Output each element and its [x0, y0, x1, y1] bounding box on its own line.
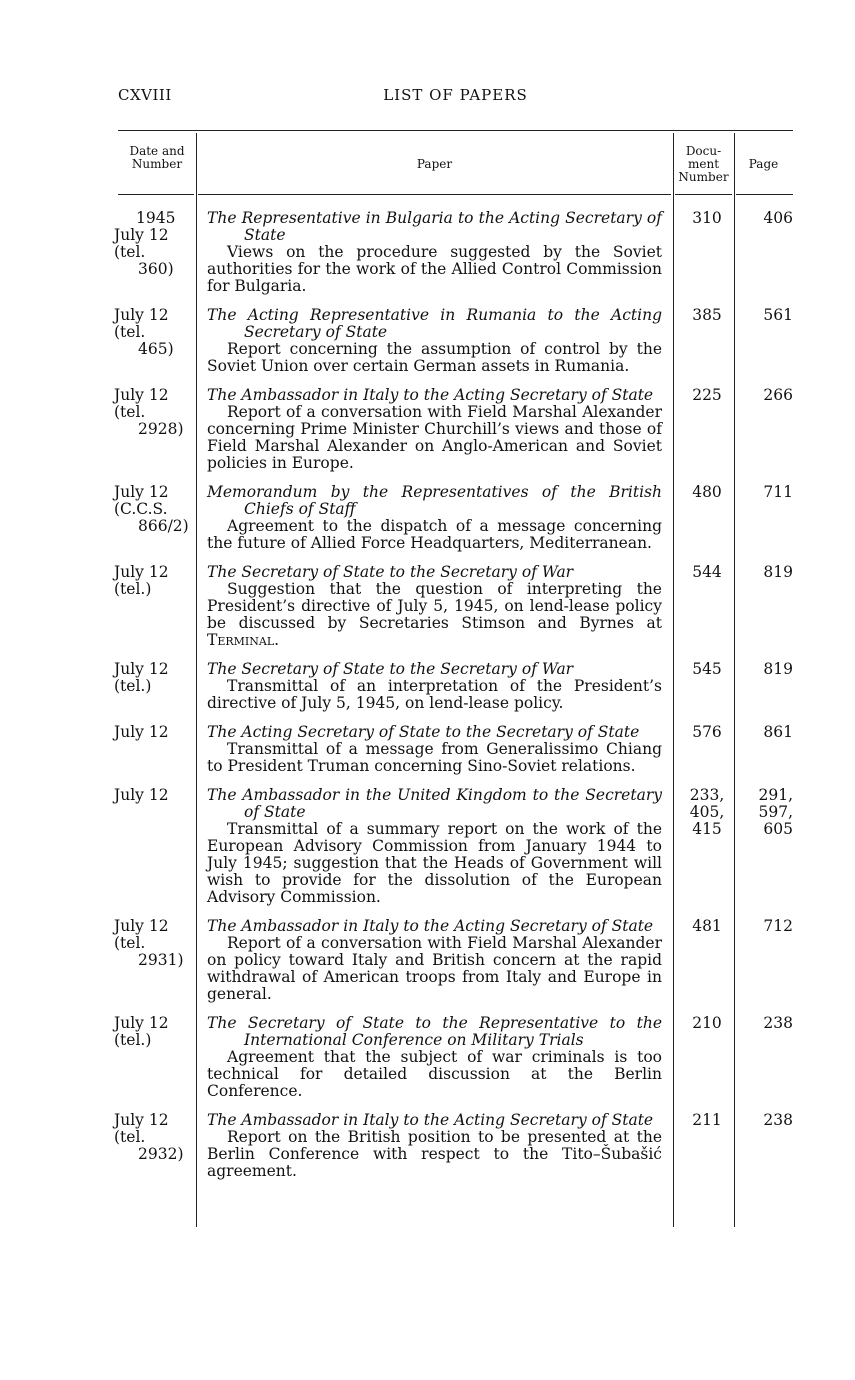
header-rule-paper	[198, 194, 671, 195]
page-number-value: 406	[763, 209, 793, 227]
entry-document-number	[678, 787, 736, 838]
entry-description-text: Agreement that the subject of war criminals is too technical for detailed discussion at the Berlin Conference.	[207, 1048, 662, 1100]
column-header-page: Page	[748, 157, 779, 171]
document-number-value: 415	[692, 820, 722, 838]
table-row	[114, 917, 793, 1003]
column-header-date	[118, 145, 196, 171]
entry-description-text: Transmittal of an interpretation of the President’s directive of July 5, 1945, on lend-lease policy.	[207, 677, 662, 712]
table-row	[114, 306, 793, 375]
document-number-value: 481	[692, 917, 722, 935]
entry-page-number	[740, 484, 793, 501]
entry-date-line: 2932)	[138, 1145, 184, 1163]
entry-date-line: July 12	[114, 786, 169, 804]
papers-table	[114, 130, 793, 1227]
entry-date-line: (tel.	[114, 1128, 146, 1146]
entry-description	[207, 741, 662, 775]
document-number-value: 233,	[689, 786, 725, 804]
entry-date-line: 465)	[138, 340, 174, 358]
entry-title: Memorandum by the Representatives of the British Chiefs of Staff	[207, 483, 662, 518]
entry-date	[114, 787, 184, 804]
entry-date	[114, 210, 184, 278]
entry-date-line: (tel.	[114, 403, 146, 421]
entry-document-number	[678, 484, 736, 501]
entry-description	[207, 1049, 662, 1100]
entry-description	[207, 244, 662, 295]
table-row	[114, 660, 793, 712]
entry-document-number	[678, 724, 736, 741]
entry-page-number	[740, 661, 793, 678]
entry-title: The Secretary of State to the Secretary of War	[207, 660, 574, 678]
table-row	[114, 786, 793, 906]
document-number-value: 385	[692, 306, 722, 324]
entry-title: The Ambassador in the United Kingdom to the Secretary of State	[207, 786, 662, 821]
document-number-value: 480	[692, 483, 722, 501]
document-number-value: 405,	[689, 803, 725, 821]
entry-date-line: July 12	[114, 483, 169, 501]
entry-date-line: (tel.	[114, 323, 146, 341]
entry-title: The Acting Secretary of State to the Secretary of State	[207, 723, 640, 741]
conference-codename: Terminal.	[207, 631, 280, 649]
entry-description	[207, 518, 662, 552]
entry-list	[114, 209, 793, 1192]
entry-date	[114, 387, 184, 438]
entry-title: The Ambassador in Italy to the Acting Secretary of State	[207, 386, 654, 404]
entry-page-number	[740, 724, 793, 741]
table-row	[114, 1111, 793, 1180]
table-row	[114, 483, 793, 552]
page-folio: CXVIII	[118, 86, 172, 104]
document-number-value: 310	[692, 209, 722, 227]
entry-document-number	[678, 1015, 736, 1032]
entry-paper	[207, 1015, 662, 1100]
entry-description	[207, 341, 662, 375]
table-row	[114, 723, 793, 775]
entry-description-text: Suggestion that the question of interpreting the President’s directive of July 5, 1945, on lend-lease policy be discussed by Secretaries Stimson and Byrnes at	[207, 580, 662, 632]
entry-title: The Representative in Bulgaria to the Acting Secretary of State	[207, 209, 662, 244]
entry-date-line: (tel.	[114, 243, 146, 261]
entry-description-text: Agreement to the dispatch of a message concerning the future of Allied Force Headquarters, Mediterranean.	[207, 517, 662, 552]
entry-description-text: Report on the British position to be presented at the Berlin Conference with respect to the Tito–Šubašić agreement.	[207, 1128, 662, 1180]
entry-title: The Ambassador in Italy to the Acting Secretary of State	[207, 917, 654, 935]
entry-page-number	[740, 307, 793, 324]
entry-description-text: Views on the procedure suggested by the Soviet authorities for the work of the Allied Control Commission for Bulgaria.	[207, 243, 662, 295]
column-header-document-line: Number	[678, 170, 729, 184]
entry-paper	[207, 1112, 662, 1180]
entry-description-text: Transmittal of a message from Generalissimo Chiang to President Truman concerning Sino-Soviet relations.	[207, 740, 662, 775]
entry-date	[114, 724, 184, 741]
entry-description	[207, 935, 662, 1003]
entry-page-number	[740, 564, 793, 581]
entry-paper	[207, 787, 662, 906]
column-header-date-line: Date and	[129, 144, 185, 158]
document-number-value: 210	[692, 1014, 722, 1032]
entry-paper	[207, 387, 662, 472]
entry-date-line: July 12	[114, 226, 169, 244]
entry-description-text: Report of a conversation with Field Marshal Alexander concerning Prime Minister Churchill’s views and those of Field Marshal Alexander on Anglo-American and Soviet policies in Europe.	[207, 403, 662, 472]
entry-date-line: July 12	[114, 306, 169, 324]
page-number-value: 819	[763, 563, 793, 581]
column-header-date-line: Number	[131, 157, 183, 171]
entry-description	[207, 404, 662, 472]
entry-document-number	[678, 564, 736, 581]
page-number-value: 291,	[758, 786, 793, 804]
page-number-value: 605	[763, 820, 793, 838]
document-number-value: 544	[692, 563, 722, 581]
page-number-value: 238	[763, 1111, 793, 1129]
entry-paper	[207, 484, 662, 552]
entry-date-line: (tel.)	[114, 677, 152, 695]
entry-document-number	[678, 918, 736, 935]
document-number-value: 576	[692, 723, 722, 741]
entry-date-line: 1945	[136, 209, 176, 227]
entry-date-line: July 12	[114, 563, 169, 581]
table-row	[114, 209, 793, 295]
entry-title: The Secretary of State to the Secretary of War	[207, 563, 574, 581]
header-rule-document	[675, 194, 732, 195]
page-number-value: 819	[763, 660, 793, 678]
entry-page-number	[740, 210, 793, 227]
entry-date	[114, 564, 184, 598]
table-top-rule	[118, 130, 793, 131]
entry-page-number	[740, 387, 793, 404]
entry-date-line: July 12	[114, 1014, 169, 1032]
entry-date-line: 360)	[138, 260, 174, 278]
entry-page-number	[740, 787, 793, 838]
document-number-value: 225	[692, 386, 722, 404]
entry-description	[207, 678, 662, 712]
entry-date	[114, 1112, 184, 1163]
entry-description	[207, 581, 662, 649]
entry-document-number	[678, 210, 736, 227]
entry-paper	[207, 724, 662, 775]
entry-paper	[207, 307, 662, 375]
entry-date-line: July 12	[114, 660, 169, 678]
page-number-value: 266	[763, 386, 793, 404]
page-number-value: 861	[763, 723, 793, 741]
entry-date-line: (C.C.S.	[114, 500, 168, 518]
entry-title: The Acting Representative in Rumania to the Acting Secretary of State	[207, 306, 662, 341]
entry-document-number	[678, 661, 736, 678]
entry-page-number	[740, 1112, 793, 1129]
entry-date	[114, 307, 184, 358]
column-header-document	[673, 145, 734, 184]
column-header-document-line: ment	[687, 157, 720, 171]
entry-description	[207, 821, 662, 906]
entry-date-line: July 12	[114, 723, 169, 741]
entry-date	[114, 918, 184, 969]
table-row	[114, 1014, 793, 1100]
column-header-document-line: Docu-	[685, 144, 722, 158]
document-number-value: 211	[692, 1111, 722, 1129]
page-header	[118, 86, 793, 108]
entry-page-number	[740, 918, 793, 935]
entry-document-number	[678, 1112, 736, 1129]
entry-paper	[207, 210, 662, 295]
table-row	[114, 563, 793, 649]
header-rule-page	[736, 194, 793, 195]
document-number-value: 545	[692, 660, 722, 678]
entry-date-line: July 12	[114, 917, 169, 935]
entry-description	[207, 1129, 662, 1180]
entry-date-line: (tel.	[114, 934, 146, 952]
page-number-value: 712	[763, 917, 793, 935]
page-number-value: 238	[763, 1014, 793, 1032]
entry-date-line: July 12	[114, 386, 169, 404]
running-title: LIST OF PAPERS	[383, 86, 528, 104]
page-number-value: 597,	[758, 803, 793, 821]
entry-title: The Secretary of State to the Representative to the International Conference on Military Trials	[207, 1014, 662, 1049]
entry-date-line: (tel.)	[114, 580, 152, 598]
entry-paper	[207, 918, 662, 1003]
entry-document-number	[678, 387, 736, 404]
entry-date-line: (tel.)	[114, 1031, 152, 1049]
entry-description-text: Report of a conversation with Field Marshal Alexander on policy toward Italy and British concern at the rapid withdrawal of American troops from Italy and Europe in general.	[207, 934, 662, 1003]
entry-description-text: Transmittal of a summary report on the work of the European Advisory Commission from January 1944 to July 1945; suggestion that the Heads of Government will wish to provide for the dissolution of the European Advisory Commission.	[207, 820, 662, 906]
entry-date-line: 866/2)	[138, 517, 189, 535]
table-row	[114, 386, 793, 472]
entry-date	[114, 1015, 184, 1049]
entry-date	[114, 661, 184, 695]
page-number-value: 711	[763, 483, 793, 501]
entry-date-line: 2928)	[138, 420, 184, 438]
entry-title: The Ambassador in Italy to the Acting Secretary of State	[207, 1111, 654, 1129]
entry-paper	[207, 564, 662, 649]
header-rule-date	[118, 194, 194, 195]
entry-date-line: July 12	[114, 1111, 169, 1129]
page-number-value: 561	[763, 306, 793, 324]
entry-page-number	[740, 1015, 793, 1032]
entry-document-number	[678, 307, 736, 324]
column-header-paper: Paper	[416, 157, 453, 171]
entry-date-line: 2931)	[138, 951, 184, 969]
entry-description-text: Report concerning the assumption of control by the Soviet Union over certain German assets in Rumania.	[207, 340, 662, 375]
entry-date	[114, 483, 189, 535]
entry-paper	[207, 661, 662, 712]
